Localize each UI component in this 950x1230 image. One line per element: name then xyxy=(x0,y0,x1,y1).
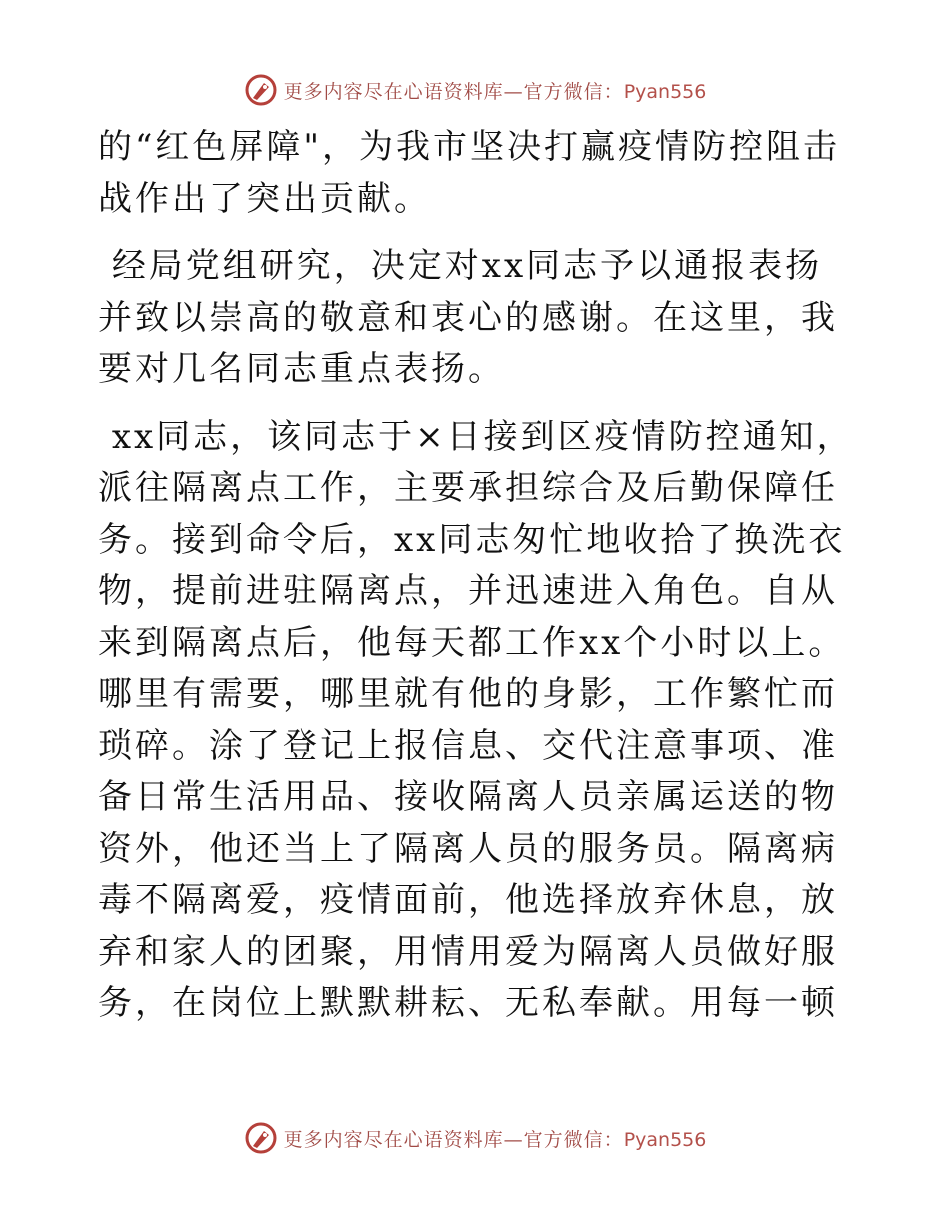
document-body xyxy=(98,122,858,1046)
banner-text xyxy=(284,77,707,104)
banner-wechat-id: Pyan556 xyxy=(623,1128,707,1151)
footer-banner xyxy=(0,1118,950,1158)
paragraph-3: xx同志，该同志于×日接到区疫情防控通知，派往隔离点工作，主要承担综合及后勤保障任务。接到命令后，xx同志匆忙地收拾了换洗衣物，提前进驻隔离点，并迅速进入角色。自从来到隔离点后，他每天都工作xx个小时以上。哪里有需要，哪里就有他的身影，工作繁忙而琐碎。涂了登记上报信息、交代注意事项、准备日常生活用品、接收隔离人员亲属运送的物资外，他还当上了隔离人员的服务员。隔离病毒不隔离爱，疫情面前，他选择放弃休息，放弃和家人的团聚，用情用爱为隔离人员做好服务，在岗位上默默耕耘、无私奉献。用每一顿 xyxy=(98,416,854,1023)
banner-separator: — xyxy=(503,1128,524,1151)
banner-label: 官方微信： xyxy=(523,1128,624,1151)
pen-nib-icon xyxy=(244,73,278,107)
header-banner xyxy=(0,70,950,110)
paragraph-2: 经局党组研究，决定对xx同志予以通报表扬并致以崇高的敬意和衷心的感谢。在这里，我要对几名同志重点表扬。 xyxy=(98,246,838,389)
pen-nib-icon xyxy=(244,1121,278,1155)
banner-brand: 更多内容尽在心语资料库 xyxy=(283,80,504,103)
banner-wechat-id: Pyan556 xyxy=(623,80,707,103)
banner-label: 官方微信： xyxy=(523,80,624,103)
banner-separator: — xyxy=(503,80,524,103)
banner-brand: 更多内容尽在心语资料库 xyxy=(283,1128,504,1151)
paragraph-1: 的“红色屏障"，为我市坚决打赢疫情防控阻击战作出了突出贡献。 xyxy=(98,127,841,219)
banner-text xyxy=(284,1125,707,1152)
